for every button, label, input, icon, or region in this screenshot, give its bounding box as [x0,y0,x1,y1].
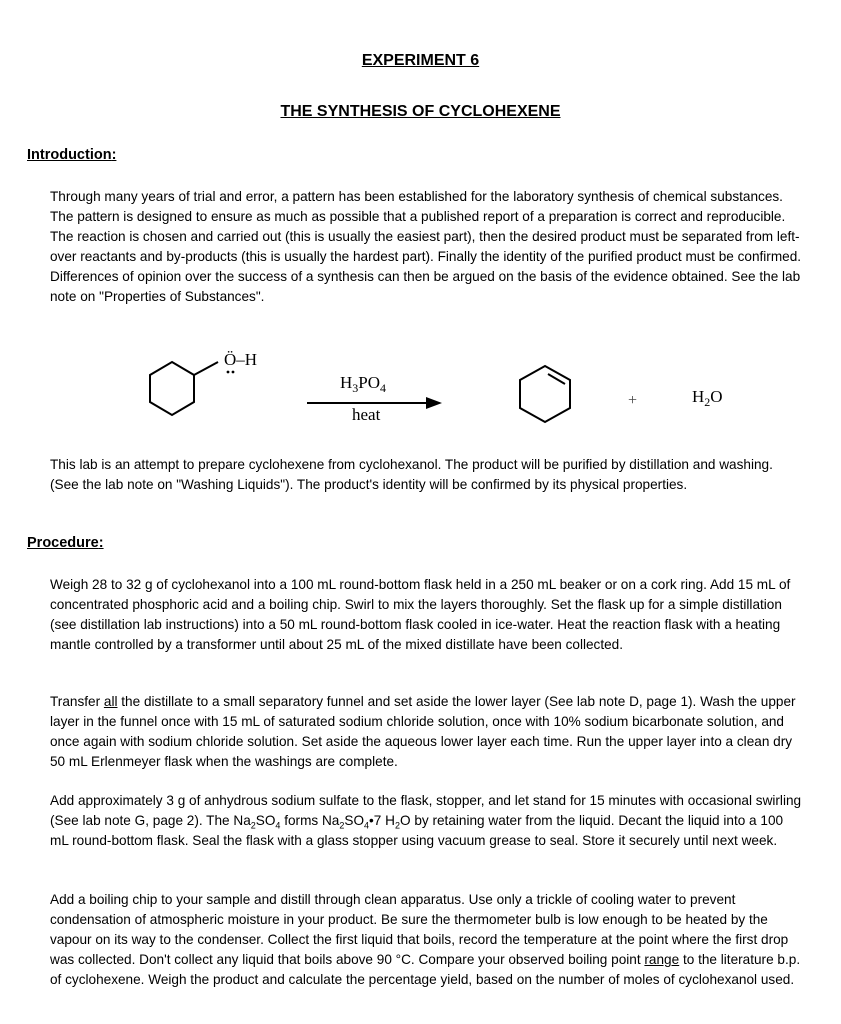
procedure-heading-text: Procedure [27,535,99,551]
procedure-step-4: Add a boiling chip to your sample and distill through clean apparatus. Use only a trickle of cooling water to prevent condensation of atmospheric moisture in your product. Be sure the thermometer bulb is low enough to be heated by the vapour on its way to the condenser. Collect the first liquid that boils, record the temperature at the point where the first drop was collected. Don't collect any liquid that boils above 90 °C. Compare your observed boiling point range to the literature b.p. of cyclohexene. Weigh the product and calculate the percentage yield, based on the number of moles of cyclohexanol used. [50,892,801,987]
procedure-step-2: Transfer all the distillate to a small separatory funnel and set aside the lower layer (See lab note D, page 1). Wash the upper layer in the funnel once with 15 mL of saturated sodium chloride solution, once with 10% sodium bicarbonate solution, and once again with sodium chloride solution. Set aside the aqueous lower layer each time. Run the upper layer into a clean dry 50 mL Erlenmeyer flask when the washings are complete. [50,694,796,769]
document-title: THE SYNTHESIS OF CYCLOHEXENE [280,103,561,120]
condition-label: heat [352,405,381,424]
introduction-heading-text: Introduction [27,147,112,163]
procedure-heading-colon: : [98,535,104,551]
plus-sign: + [628,392,638,409]
emphasis-range: range [644,952,680,967]
cyclohexanol-structure [150,362,218,415]
hydroxyl-label: Ö–H [224,350,258,369]
lone-pair-dots [227,371,235,374]
introduction-paragraph: Through many years of trial and error, a pattern has been established for the laboratory synthesis of chemical substances. The pattern is designed to ensure as much as possible that a published report of a preparation is correct and reproducible. The reaction is chosen and carried out (this is usually the easiest part), then the desired product must be separated from left-over reactants and by-products (this is usually the hardest part). Finally the identity of the purified product must be confirmed. Differences of opinion over the success of a synthesis can then be argued on the basis of the evidence obtained. See the lab note on "Properties of Substances". [50,189,802,304]
cyclohexene-structure [520,366,570,422]
reagent-label: $H_3PO_4$ [340,373,387,395]
reaction-scheme [140,340,760,440]
water-label: $H_2O$ [692,387,723,409]
lab-description-paragraph: This lab is an attempt to prepare cyclohexene from cyclohexanol. The product will be purified by distillation and washing. (See the lab note on "Washing Liquids"). The product's identity will be confirmed by its physical properties. [50,457,773,492]
procedure-step-1: Weigh 28 to 32 g of cyclohexanol into a 100 mL round-bottom flask held in a 250 mL beaker or on a cork ring. Add 15 mL of concentrated phosphoric acid and a boiling chip. Swirl to mix the layers thoroughly. Set the flask up for a simple distillation (see distillation lab instructions) into a 50 mL round-bottom flask cooled in ice-water. Heat the reaction flask with a heating mantle controlled by a transformer until about 25 mL of the mixed distillate have been collected. [50,577,791,652]
introduction-heading [27,147,116,163]
experiment-number: EXPERIMENT 6 [361,52,480,69]
introduction-heading-colon: : [111,147,117,163]
procedure-heading [27,535,104,551]
procedure-step-3: Add approximately 3 g of anhydrous sodium sulfate to the flask, stopper, and let stand for 15 minutes with occasional swirling (See lab note G, page 2). The $Na_2SO_4$ forms $Na_2SO_4•7$ $H_2O$ by retaining water from the liquid. Decant the liquid into a 100 mL round-bottom flask. Seal the flask with a glass stopper using vacuum grease to seal. Store it securely until next week. [50,793,802,848]
emphasis-all: all [103,694,118,709]
